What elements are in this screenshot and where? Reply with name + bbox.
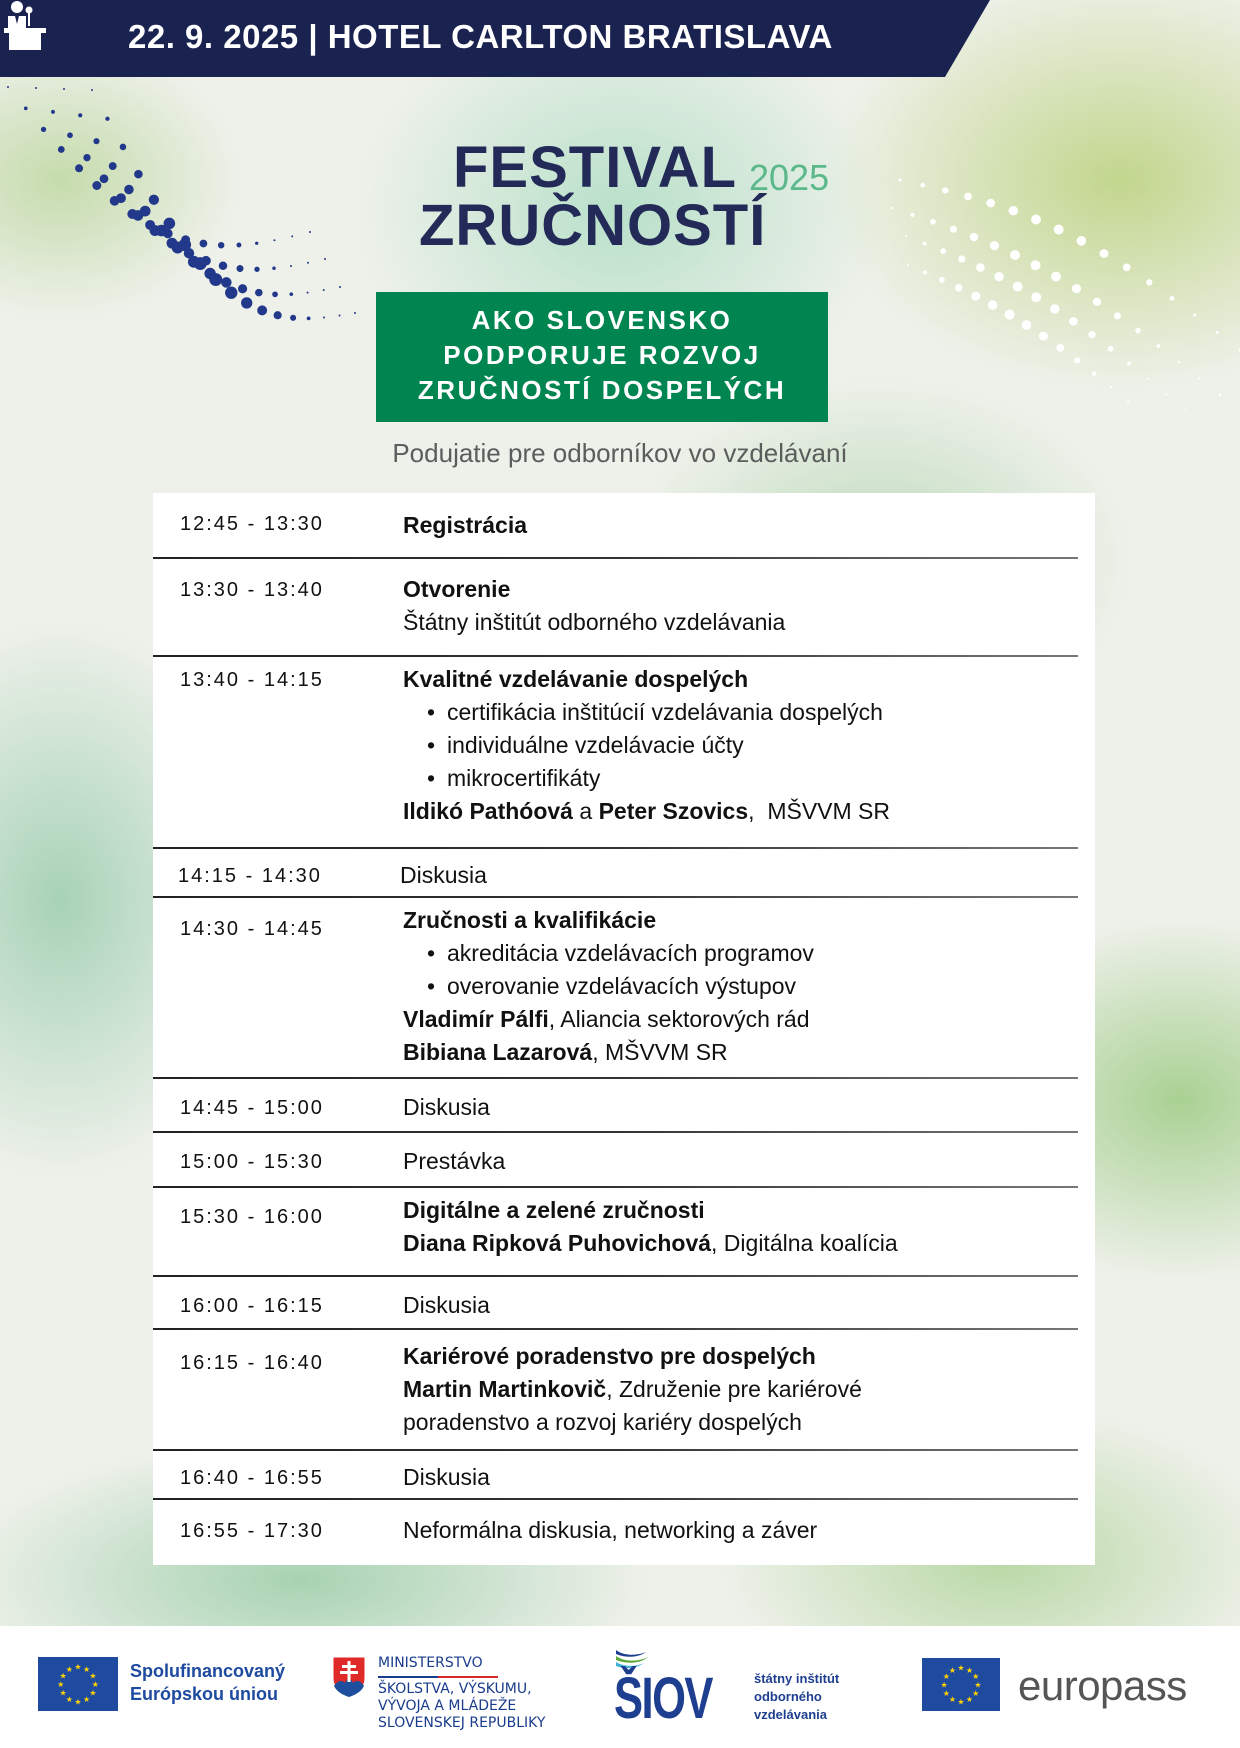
decorative-dot	[1074, 357, 1080, 363]
decorative-dot	[1100, 249, 1109, 258]
decorative-dot	[939, 277, 945, 283]
eu-cofunded-line: Spolufinancovaný	[130, 1661, 286, 1681]
speaker-line	[403, 795, 890, 828]
decorative-dot	[940, 248, 946, 254]
session-title: Kvalitné vzdelávanie dospelých	[403, 666, 749, 692]
topic-list	[403, 696, 890, 795]
time-slot: 15:00 - 15:30	[180, 1151, 324, 1173]
session-detail: Štátny inštitút odborného vzdelávania	[403, 609, 786, 635]
row-divider	[153, 1328, 1078, 1330]
session-content	[403, 1340, 862, 1439]
eu-star: ★	[942, 1688, 950, 1698]
decorative-dot	[958, 255, 965, 262]
decorative-dot	[241, 297, 252, 308]
eu-star: ★	[89, 1671, 97, 1681]
decorative-dot	[1165, 393, 1167, 395]
decorative-dot	[905, 235, 907, 237]
eu-star: ★	[957, 1697, 965, 1707]
decorative-dot	[219, 262, 227, 270]
decorative-dot	[1110, 386, 1112, 388]
speaker-name: Martin Martinkovič	[403, 1376, 607, 1402]
session-content	[400, 859, 487, 892]
decorative-dot	[225, 287, 237, 299]
decorative-dot	[1093, 298, 1101, 306]
decorative-dot	[930, 219, 936, 225]
row-divider	[153, 1186, 1078, 1188]
decorative-dot	[1051, 272, 1061, 282]
slovak-crest-icon	[332, 1656, 366, 1698]
decorative-dot	[307, 292, 309, 294]
eu-star: ★	[965, 1665, 974, 1675]
eu-flag-icon	[922, 1658, 1000, 1711]
decorative-dot	[323, 289, 325, 291]
eu-stars	[922, 1658, 1000, 1711]
decorative-dot	[1077, 236, 1087, 246]
ministry-line: MINISTERSTVO	[378, 1655, 483, 1671]
europass-wordmark: europass	[1018, 1662, 1187, 1709]
eu-star: ★	[65, 1694, 73, 1704]
date-venue-text: 22. 9. 2025 | HOTEL CARLTON BRATISLAVA	[128, 18, 833, 55]
eu-star: ★	[957, 1663, 965, 1673]
decorative-dot	[955, 284, 963, 292]
decorative-dot	[255, 242, 258, 245]
decorative-dot	[307, 262, 309, 264]
session-content	[403, 1514, 817, 1547]
decorative-dot	[323, 316, 325, 318]
session-content	[403, 509, 527, 542]
eu-flag-icon	[38, 1657, 118, 1711]
decorative-dot	[236, 265, 243, 272]
decorative-dot	[899, 179, 902, 182]
decorative-dot	[120, 144, 127, 151]
session-title: Diskusia	[403, 1292, 490, 1318]
speaker-name: Vladimír Pálfi	[403, 1006, 549, 1032]
decorative-dot	[923, 241, 927, 245]
festival-title-line1: FESTIVAL	[453, 135, 738, 200]
siov-wordmark: ŠIOV	[614, 1666, 712, 1731]
decorative-dot	[942, 187, 948, 193]
speaker-org: , Združenie pre kariérové	[606, 1376, 862, 1402]
session-content	[403, 1091, 490, 1124]
decorative-dot	[67, 132, 73, 138]
speaker-joiner: a	[572, 798, 599, 824]
session-title: Registrácia	[403, 512, 528, 538]
decorative-dot	[35, 87, 37, 89]
festival-year: 2025	[749, 157, 830, 198]
eu-star: ★	[59, 1671, 67, 1681]
decorative-dot	[91, 89, 93, 91]
decorative-dot	[291, 235, 293, 237]
topic-list	[403, 937, 814, 1003]
session-title: Diskusia	[403, 1464, 490, 1490]
eu-star: ★	[972, 1672, 980, 1682]
decorative-dot	[272, 267, 275, 270]
row-divider	[153, 655, 1078, 657]
podium-speaker-icon	[0, 0, 50, 52]
partner-logos-footer	[0, 1626, 1240, 1748]
decorative-dot	[970, 233, 978, 241]
speaker-line	[403, 1003, 814, 1036]
session-content	[403, 1461, 490, 1494]
decorative-dot	[51, 110, 55, 114]
decorative-dot	[124, 185, 134, 195]
event-subtitle: Podujatie pre odborníkov vo vzdelávaní	[392, 438, 848, 468]
siov-line: vzdelávania	[754, 1707, 827, 1722]
decorative-dot	[58, 146, 65, 153]
decorative-dot	[910, 213, 914, 217]
eu-cofunded-line: Európskou úniou	[130, 1684, 278, 1704]
schedule-panel	[153, 493, 1095, 1565]
time-slot: 13:30 - 13:40	[180, 579, 324, 601]
dotted-arc-decoration-left	[0, 77, 380, 337]
session-title: Zručnosti a kvalifikácie	[403, 907, 657, 933]
decorative-dot	[290, 315, 296, 321]
theme-line: PODPORUJE ROZVOJ	[443, 340, 761, 370]
speaker-org: , Aliancia sektorových rád	[548, 1006, 810, 1032]
row-divider	[153, 1077, 1078, 1079]
speaker-org: , Digitálna koalícia	[711, 1230, 898, 1256]
eu-star: ★	[83, 1665, 91, 1675]
topic-item: • individuálne vzdelávacie účty	[427, 729, 890, 762]
time-slot: 14:15 - 14:30	[178, 865, 322, 887]
speaker-org: , MŠVVM SR	[748, 798, 891, 824]
decorative-dot	[1069, 317, 1078, 326]
decorative-dot	[236, 243, 241, 248]
theme-line: AKO SLOVENSKO	[471, 305, 733, 335]
eu-star: ★	[74, 1662, 82, 1672]
decorative-dot	[1170, 296, 1175, 301]
session-title: Prestávka	[403, 1148, 506, 1174]
decorative-dot	[63, 88, 65, 90]
time-slot: 16:55 - 17:30	[180, 1520, 324, 1542]
eu-star: ★	[89, 1688, 97, 1698]
eu-star: ★	[57, 1680, 65, 1689]
eu-star: ★	[942, 1672, 950, 1682]
topic-item: • certifikácia inštitúcií vzdelávania dospelých	[427, 696, 890, 729]
eu-star: ★	[974, 1680, 982, 1690]
decorative-dot	[75, 164, 83, 172]
session-title: Otvorenie	[403, 576, 511, 602]
time-slot: 16:40 - 16:55	[180, 1467, 324, 1489]
decorative-dot	[92, 181, 101, 190]
session-content	[403, 904, 814, 1069]
eu-star: ★	[965, 1695, 974, 1705]
speaker-line	[403, 1036, 814, 1069]
decorative-dot	[1092, 371, 1096, 375]
decorative-dot	[1022, 320, 1032, 330]
decorative-dot	[986, 199, 995, 208]
decorative-dot	[105, 117, 109, 121]
decorative-dot	[1010, 250, 1020, 260]
decorative-dot	[1009, 206, 1019, 216]
decorative-dot	[254, 267, 259, 272]
decorative-dot	[179, 239, 192, 252]
decorative-dot	[988, 300, 998, 310]
decorative-dot	[78, 113, 82, 117]
siov-subtitle	[754, 1670, 839, 1724]
time-slot: 16:00 - 16:15	[180, 1295, 324, 1317]
session-title: Digitálne a zelené zručnosti	[403, 1197, 705, 1223]
row-divider	[153, 896, 1078, 898]
decorative-dot	[134, 170, 143, 179]
session-content	[403, 573, 785, 639]
speaker-line	[403, 1373, 862, 1406]
siov-line: odborného	[754, 1689, 822, 1704]
decorative-dot	[149, 195, 159, 205]
eu-star: ★	[940, 1680, 948, 1690]
decorative-dot	[290, 265, 292, 267]
time-slot: 14:30 - 14:45	[180, 918, 324, 940]
session-title: Diskusia	[400, 862, 487, 888]
decorative-dot	[1005, 310, 1015, 320]
decorative-dot	[221, 277, 232, 288]
row-divider	[153, 557, 1078, 559]
decorative-dot	[920, 183, 925, 188]
theme-line: ZRUČNOSTÍ DOSPELÝCH	[417, 375, 787, 405]
decorative-dot	[1198, 377, 1200, 379]
decorative-dot	[164, 218, 176, 230]
decorative-dot	[976, 263, 985, 272]
session-title: Kariérové poradenstvo pre dospelých	[403, 1343, 816, 1369]
decorative-dot	[1178, 361, 1180, 363]
ministry-rule	[378, 1676, 498, 1678]
decorative-dot	[994, 272, 1003, 281]
row-divider	[153, 1449, 1078, 1451]
topic-item: • mikrocertifikáty	[427, 762, 890, 795]
eu-star: ★	[972, 1688, 980, 1698]
decorative-dot	[309, 231, 311, 233]
topic-item: • overovanie vzdelávacích výstupov	[427, 970, 814, 1003]
speaker-name: Bibiana Lazarová	[403, 1039, 593, 1065]
row-divider	[153, 1498, 1078, 1500]
session-content	[403, 1194, 898, 1260]
decorative-dot	[971, 292, 980, 301]
decorative-dot	[255, 289, 263, 297]
speaker-name: Diana Ripková Puhovichová	[403, 1230, 712, 1256]
decorative-dot	[324, 258, 326, 260]
time-slot: 14:45 - 15:00	[180, 1097, 324, 1119]
session-content	[403, 1289, 490, 1322]
decorative-dot	[907, 264, 909, 266]
decorative-dot	[238, 284, 247, 293]
decorative-dot	[257, 305, 267, 315]
decorative-dot	[307, 316, 311, 320]
decorative-dot	[1114, 312, 1121, 319]
row-divider	[153, 1275, 1078, 1277]
theme-box	[376, 292, 828, 422]
decorative-dot	[1108, 346, 1114, 352]
session-title: Neformálna diskusia, networking a záver	[403, 1517, 818, 1543]
decorative-dot	[1050, 304, 1059, 313]
eu-stars	[38, 1657, 118, 1711]
decorative-dot	[1135, 328, 1141, 334]
decorative-dot	[950, 226, 957, 233]
decorative-dot	[1054, 225, 1064, 235]
decorative-dot	[1072, 284, 1081, 293]
festival-title-line2: ZRUČNOSTÍ	[419, 193, 767, 258]
ministry-line: ŠKOLSTVA, VÝSKUMU,	[378, 1681, 532, 1697]
decorative-dot	[339, 286, 341, 288]
decorative-dot	[194, 257, 207, 270]
decorative-dot	[7, 86, 9, 88]
decorative-dot	[1219, 394, 1221, 396]
speaker-name: Peter Szovics	[598, 798, 749, 824]
session-title: Diskusia	[403, 1094, 490, 1120]
decorative-dot	[1031, 292, 1041, 302]
decorative-dot	[1123, 264, 1131, 272]
ministry-line: SLOVENSKEJ REPUBLIKY	[378, 1715, 546, 1731]
decorative-dot	[209, 273, 222, 286]
decorative-dot	[218, 242, 224, 248]
decorative-dot	[41, 127, 46, 132]
decorative-dot	[1031, 214, 1041, 224]
time-slot: 16:15 - 16:40	[180, 1352, 324, 1374]
siov-line: štátny inštitút	[754, 1671, 840, 1686]
decorative-dot	[964, 193, 972, 201]
decorative-dot	[116, 193, 126, 203]
decorative-dot	[1216, 331, 1219, 334]
time-slot: 12:45 - 13:30	[180, 513, 324, 535]
row-divider	[153, 1131, 1078, 1133]
date-venue-banner	[0, 0, 1240, 77]
ministry-line: VÝVOJA A MLÁDEŽE	[378, 1698, 517, 1714]
session-content	[403, 1145, 505, 1178]
session-content	[403, 663, 890, 828]
topic-item: • akreditácia vzdelávacích programov	[427, 937, 814, 970]
decorative-dot	[354, 312, 356, 314]
dotted-arc-decoration-right	[880, 150, 1240, 410]
speaker-org-continued: poradenstvo a rozvoj kariéry dospelých	[403, 1409, 802, 1435]
decorative-dot	[1147, 378, 1149, 380]
eu-star: ★	[65, 1665, 73, 1675]
decorative-dot	[1039, 332, 1048, 341]
row-divider	[153, 847, 1078, 849]
eu-star: ★	[948, 1665, 957, 1675]
decorative-dot	[1127, 361, 1131, 365]
decorative-dot	[93, 138, 99, 144]
eu-cofunded-label	[130, 1660, 285, 1706]
decorative-dot	[1088, 331, 1095, 338]
decorative-dot	[100, 174, 109, 183]
decorative-dot	[1184, 409, 1186, 410]
eu-star: ★	[83, 1694, 91, 1704]
decorative-dot	[1193, 314, 1196, 317]
speaker-name: Ildikó Pathóová	[403, 798, 573, 824]
decorative-dot	[273, 239, 275, 241]
eu-star: ★	[91, 1680, 99, 1689]
decorative-dot	[990, 241, 999, 250]
ministry-label	[378, 1655, 545, 1732]
decorative-dot	[1157, 344, 1161, 348]
decorative-dot	[1013, 282, 1023, 292]
decorative-dot	[1146, 279, 1152, 285]
decorative-dot	[272, 291, 278, 297]
decorative-dot	[289, 292, 293, 296]
speaker-org: , MŠVVM SR	[592, 1039, 728, 1065]
decorative-dot	[200, 240, 208, 248]
eu-star: ★	[59, 1688, 67, 1698]
time-slot: 15:30 - 16:00	[180, 1206, 324, 1228]
decorative-dot	[891, 207, 893, 209]
decorative-dot	[339, 315, 341, 317]
decorative-dot	[24, 107, 28, 111]
decorative-dot	[140, 206, 151, 217]
time-slot: 13:40 - 14:15	[180, 669, 324, 691]
decorative-dot	[1031, 260, 1041, 270]
decorative-dot	[274, 311, 282, 319]
decorative-dot	[1127, 400, 1129, 402]
decorative-dot	[109, 162, 117, 170]
eu-star: ★	[74, 1697, 82, 1707]
decorative-dot	[923, 270, 927, 274]
eu-star: ★	[948, 1695, 957, 1705]
speaker-line	[403, 1227, 898, 1260]
decorative-dot	[83, 154, 90, 161]
decorative-dot	[1056, 344, 1064, 352]
